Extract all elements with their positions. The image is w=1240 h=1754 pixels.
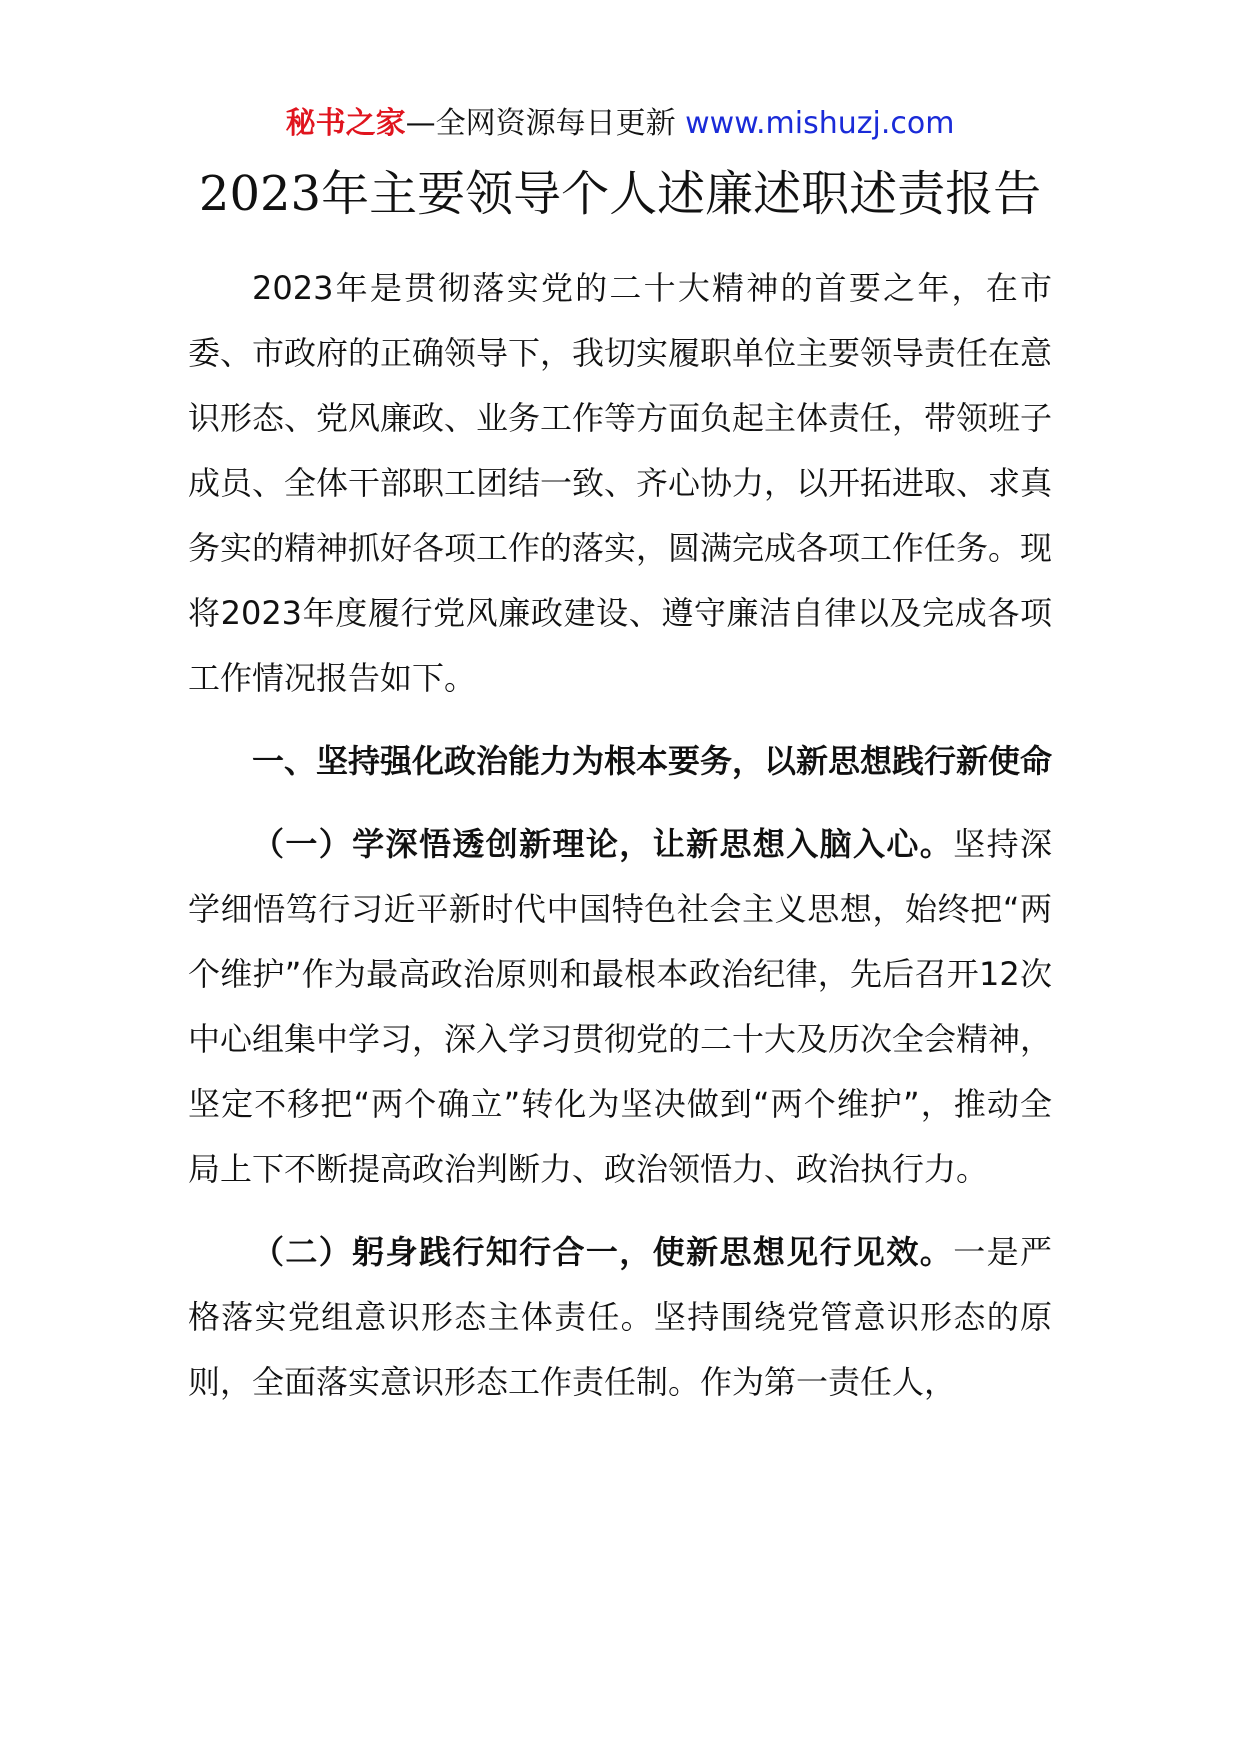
site-url[interactable]: www.mishuzj.com xyxy=(685,106,955,141)
subsection-paragraph-2 xyxy=(188,1220,1052,1415)
document-body xyxy=(188,256,1052,1415)
subsection-text-1: 坚持深学细悟笃行习近平新时代中国特色社会主义思想，始终把“两个维护”作为最高政治原则和最根本政治纪律，先后召开12次中心组集中学习，深入学习贯彻党的二十大及历次全会精神，坚定不移把“两个确立”转化为坚决做到“两个维护”，推动全局上下不断提高政治判断力、政治领悟力、政治执行力。 xyxy=(188,825,1053,1188)
site-header xyxy=(0,104,1240,144)
site-tagline: —全网资源每日更新 xyxy=(405,106,676,141)
section-heading: 一、坚持强化政治能力为根本要务，以新思想践行新使命 xyxy=(252,742,1053,780)
document-title: 2023年主要领导个人述廉述职述责报告 xyxy=(198,166,1042,222)
subsection-heading-1: （一）学深悟透创新理论，让新思想入脑入心。 xyxy=(252,825,954,863)
subsection-paragraph-1 xyxy=(188,812,1052,1202)
site-brand: 秘书之家 xyxy=(285,106,406,141)
subsection-text-2: 一是严格落实党组意识形态主体责任。坚持围绕党管意识形态的原则，全面落实意识形态工作责任制。作为第一责任人， xyxy=(188,1233,1052,1401)
intro-paragraph: 2023年是贯彻落实党的二十大精神的首要之年，在市委、市政府的正确领导下，我切实履职单位主要领导责任在意识形态、党风廉政、业务工作等方面负起主体责任，带领班子成员、全体干部职工团结一致、齐心协力，以开拓进取、求真务实的精神抓好各项工作的落实，圆满完成各项工作任务。现将2023年度履行党风廉政建设、遵守廉洁自律以及完成各项工作情况报告如下。 xyxy=(188,269,1053,697)
subsection-heading-2: （二）躬身践行知行合一，使新思想见行见效。 xyxy=(252,1233,954,1271)
